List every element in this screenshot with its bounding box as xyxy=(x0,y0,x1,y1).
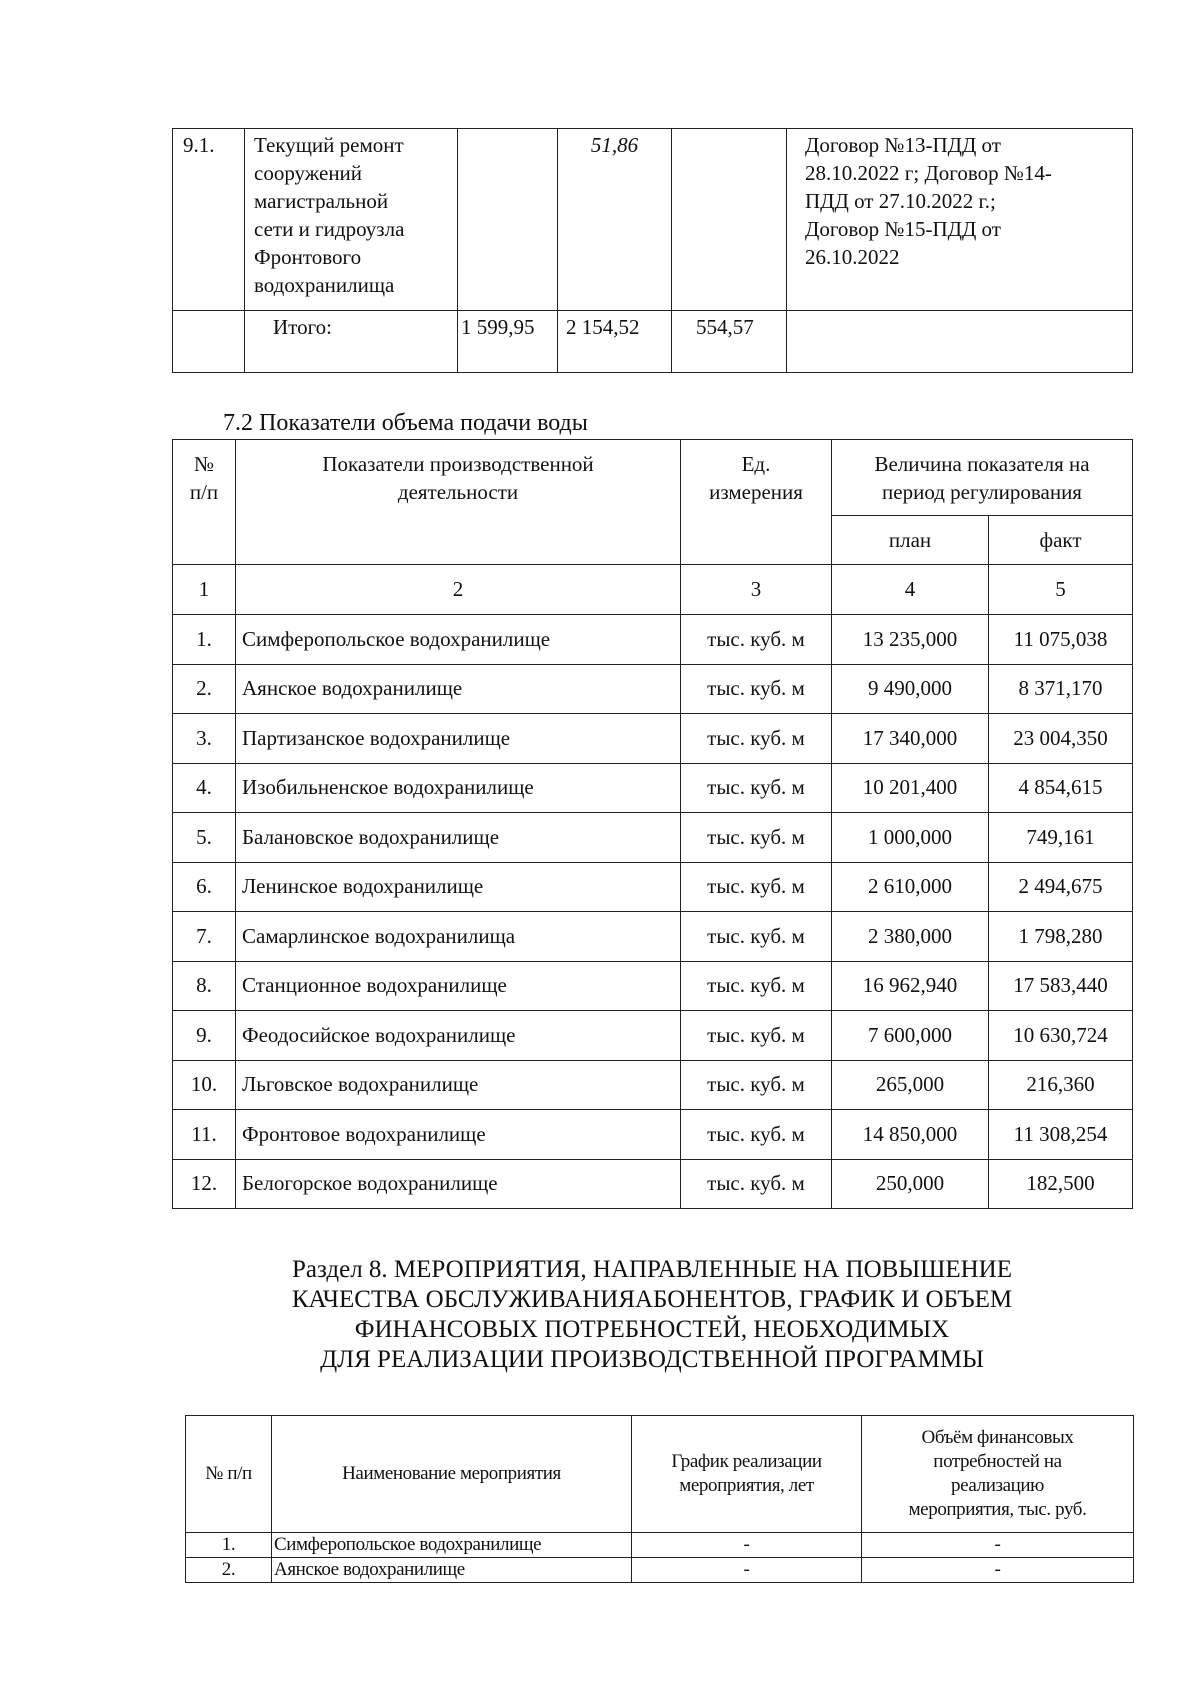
row-number: 2. xyxy=(186,1558,272,1583)
header-plan: план xyxy=(832,516,989,565)
row-name: Партизанское водохранилище xyxy=(236,714,681,764)
table-row xyxy=(173,1060,1133,1110)
row-plan: 7 600,000 xyxy=(832,1011,989,1061)
table-row xyxy=(173,615,1133,665)
row-number: 1. xyxy=(173,615,236,665)
total-col3: 1 599,95 xyxy=(458,311,558,373)
header-name: Показатели производственной деятельности xyxy=(236,440,681,565)
row-fact: 11 308,254 xyxy=(989,1110,1133,1160)
row-number: 11. xyxy=(173,1110,236,1160)
row-plan: 2 380,000 xyxy=(832,912,989,962)
table-row xyxy=(173,862,1133,912)
total-row xyxy=(173,311,1133,373)
row-name: Аянское водохранилище xyxy=(236,664,681,714)
row-number: 2. xyxy=(173,664,236,714)
row-plan: 250,000 xyxy=(832,1159,989,1209)
row-name: Белогорское водохранилище xyxy=(236,1159,681,1209)
col-number: 2 xyxy=(236,565,681,615)
row-finance: - xyxy=(862,1558,1134,1583)
col-number: 3 xyxy=(681,565,832,615)
water-supply-table xyxy=(172,439,1133,1209)
row-name: Балановское водохранилище xyxy=(236,813,681,863)
table-row xyxy=(173,763,1133,813)
table-row xyxy=(186,1558,1134,1583)
row-unit: тыс. куб. м xyxy=(681,912,832,962)
row-fact: 1 798,280 xyxy=(989,912,1133,962)
row-plan: 265,000 xyxy=(832,1060,989,1110)
row-number: 9. xyxy=(173,1011,236,1061)
row-unit: тыс. куб. м xyxy=(681,1011,832,1061)
table-row xyxy=(173,129,1133,311)
row-unit: тыс. куб. м xyxy=(681,615,832,665)
row-fact: 4 854,615 xyxy=(989,763,1133,813)
row-name: Ленинское водохранилище xyxy=(236,862,681,912)
row-col4: 51,86 xyxy=(558,129,672,311)
row-plan: 1 000,000 xyxy=(832,813,989,863)
row-number: 1. xyxy=(186,1533,272,1558)
row-unit: тыс. куб. м xyxy=(681,813,832,863)
table-row xyxy=(173,1110,1133,1160)
row-number: 10. xyxy=(173,1060,236,1110)
header-fact: факт xyxy=(989,516,1133,565)
section-72-heading: 7.2 Показатели объема подачи воды xyxy=(223,410,588,436)
table-row xyxy=(186,1533,1134,1558)
header-value: Величина показателя на период регулирования xyxy=(832,440,1133,516)
header-name: Наименование мероприятия xyxy=(272,1416,632,1533)
row-unit: тыс. куб. м xyxy=(681,714,832,764)
row-document: Договор №13-ПДД от 28.10.2022 г; Договор №14- ПДД от 27.10.2022 г.; Договор №15-ПДД от 26.10.2022 xyxy=(787,129,1133,311)
row-unit: тыс. куб. м xyxy=(681,961,832,1011)
row-plan: 16 962,940 xyxy=(832,961,989,1011)
row-name: Текущий ремонт сооружений магистральной сети и гидроузла Фронтового водохранилища xyxy=(245,129,458,311)
row-number: 9.1. xyxy=(173,129,245,311)
header-unit: Ед. измерения xyxy=(681,440,832,565)
row-fact: 10 630,724 xyxy=(989,1011,1133,1061)
column-number-row xyxy=(173,565,1133,615)
row-plan: 2 610,000 xyxy=(832,862,989,912)
header-num: № п/п xyxy=(173,440,236,565)
row-col5 xyxy=(672,129,787,311)
row-unit: тыс. куб. м xyxy=(681,1060,832,1110)
section-8-title: Раздел 8. МЕРОПРИЯТИЯ, НАПРАВЛЕННЫЕ НА ПОВЫШЕНИЕ КАЧЕСТВА ОБСЛУЖИВАНИЯАБОНЕНТОВ, ГРАФИК И ОБЪЕМ ФИНАНСОВЫХ ПОТРЕБНОСТЕЙ, НЕОБХОДИМЫХ ДЛЯ РЕАЛИЗАЦИИ ПРОИЗВОДСТВЕННОЙ ПРОГРАММЫ xyxy=(291,1256,1013,1373)
row-name: Самарлинское водохранилища xyxy=(236,912,681,962)
row-fact: 2 494,675 xyxy=(989,862,1133,912)
row-name: Льговское водохранилище xyxy=(236,1060,681,1110)
row-number: 6. xyxy=(173,862,236,912)
total-empty xyxy=(173,311,245,373)
col-number: 4 xyxy=(832,565,989,615)
row-name: Симферопольское водохранилище xyxy=(272,1533,632,1558)
row-fact: 11 075,038 xyxy=(989,615,1133,665)
table-row xyxy=(173,1011,1133,1061)
header-finance: Объём финансовых потребностей на реализацию мероприятия, тыс. руб. xyxy=(862,1416,1134,1533)
header-row xyxy=(173,440,1133,516)
row-unit: тыс. куб. м xyxy=(681,664,832,714)
row-unit: тыс. куб. м xyxy=(681,763,832,813)
row-schedule: - xyxy=(632,1533,862,1558)
total-document xyxy=(787,311,1133,373)
header-schedule: График реализации мероприятия, лет xyxy=(632,1416,862,1533)
row-name: Фронтовое водохранилище xyxy=(236,1110,681,1160)
row-fact: 182,500 xyxy=(989,1159,1133,1209)
row-fact: 23 004,350 xyxy=(989,714,1133,764)
table-row xyxy=(173,1159,1133,1209)
row-fact: 17 583,440 xyxy=(989,961,1133,1011)
row-name: Феодосийское водохранилище xyxy=(236,1011,681,1061)
row-name: Аянское водохранилище xyxy=(272,1558,632,1583)
table-row xyxy=(173,813,1133,863)
row-col3 xyxy=(458,129,558,311)
water-supply-rows xyxy=(173,615,1133,1209)
row-number: 12. xyxy=(173,1159,236,1209)
total-col4: 2 154,52 xyxy=(558,311,672,373)
row-fact: 749,161 xyxy=(989,813,1133,863)
row-name: Симферопольское водохранилище xyxy=(236,615,681,665)
row-unit: тыс. куб. м xyxy=(681,1159,832,1209)
header-num: № п/п xyxy=(186,1416,272,1533)
total-col5: 554,57 xyxy=(672,311,787,373)
row-schedule: - xyxy=(632,1558,862,1583)
row-fact: 216,360 xyxy=(989,1060,1133,1110)
row-name: Станционное водохранилище xyxy=(236,961,681,1011)
row-plan: 13 235,000 xyxy=(832,615,989,665)
col-number: 1 xyxy=(173,565,236,615)
table-row xyxy=(173,912,1133,962)
row-plan: 9 490,000 xyxy=(832,664,989,714)
row-unit: тыс. куб. м xyxy=(681,862,832,912)
row-plan: 10 201,400 xyxy=(832,763,989,813)
col-number: 5 xyxy=(989,565,1133,615)
row-number: 5. xyxy=(173,813,236,863)
row-plan: 17 340,000 xyxy=(832,714,989,764)
row-fact: 8 371,170 xyxy=(989,664,1133,714)
row-name: Изобильненское водохранилище xyxy=(236,763,681,813)
table-row xyxy=(173,664,1133,714)
header-row xyxy=(186,1416,1134,1533)
investment-table xyxy=(172,128,1133,373)
table-row xyxy=(173,714,1133,764)
row-number: 7. xyxy=(173,912,236,962)
row-unit: тыс. куб. м xyxy=(681,1110,832,1160)
measures-table xyxy=(185,1415,1134,1583)
table-row xyxy=(173,961,1133,1011)
row-finance: - xyxy=(862,1533,1134,1558)
row-plan: 14 850,000 xyxy=(832,1110,989,1160)
total-label: Итого: xyxy=(245,311,458,373)
row-number: 4. xyxy=(173,763,236,813)
row-number: 8. xyxy=(173,961,236,1011)
row-number: 3. xyxy=(173,714,236,764)
